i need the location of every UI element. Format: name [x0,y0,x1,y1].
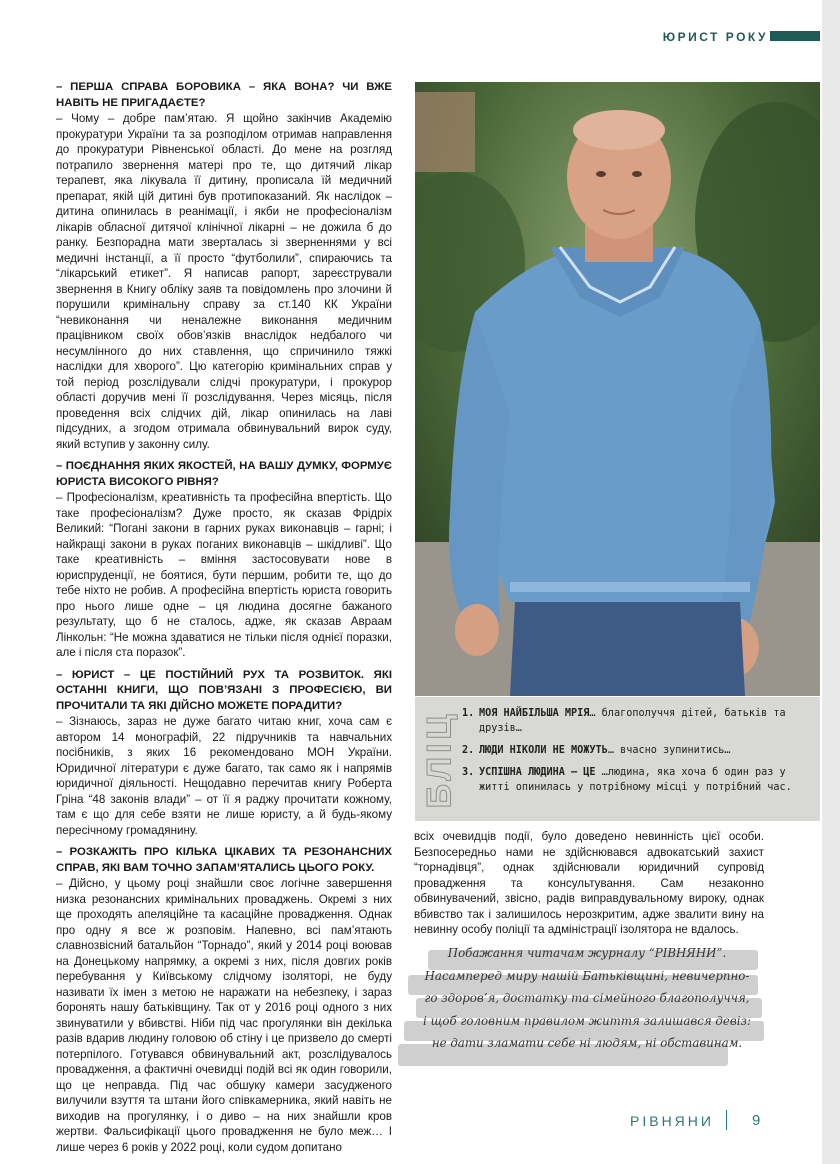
article-left-column [56,80,392,1155]
wish-line: і щоб головним правилом життя залишався девіз: [423,1013,751,1028]
wish-line: Побажання читачам журналу “РІВНЯНИ”. [447,946,727,960]
portrait-illustration [415,82,820,696]
wish-line: Насамперед миру нашій Батьківщині, невичерпно- [424,968,750,983]
blitz-item [462,765,812,795]
blitz-item [462,743,812,758]
blitz-item-lead: УСПІШНА ЛЮДИНА – ЦЕ [479,767,596,778]
page-number: 9 [752,1112,761,1129]
magazine-name: РІВНЯНИ [630,1113,714,1129]
blitz-item-text [479,743,730,758]
interview-question: – РОЗКАЖІТЬ ПРО КІЛЬКА ЦІКАВИХ ТА РЕЗОНАНСНИХ СПРАВ, ЯКІ ВАМ ТОЧНО ЗАПАМ’ЯТАЛИСЬ ЦЬОГО РОКУ. [56,846,392,874]
interview-question: – ПОЄДНАННЯ ЯКИХ ЯКОСТЕЙ, НА ВАШУ ДУМКУ, ФОРМУЄ ЮРИСТА ВИСОКОГО РІВНЯ? [56,460,392,488]
wish-line: не дати зламати себе ні людям, ні обставинам. [431,1036,743,1050]
blitz-box [415,697,820,821]
blitz-item-rest: …людина, яка хоча б один раз у житті опинилась у потрібному місці у потрібний час. [479,767,792,793]
blitz-list [462,706,812,802]
blitz-item-text [479,765,812,795]
blitz-heading: БЛІЦ [420,710,459,808]
article-right-column [414,829,764,938]
interview-answer: – Чому – добре пам’ятаю. Я щойно закінчив Академію прокуратури України та за розподілом отримав направлення до прокуратури Рівненської області. До мене на розгляд потрапило звернення матері про те, що дитячий лікар терапевт, яка лікувала її дитину, прописала їй медичний препарат, якій цій дитині був протипоказаний. Як наслідок – дитина опинилась в реанімації, і якби не професіоналізм лікарів обласної дитячої клінічної лікарні – не дожила б до ранку. Безпорадна мати зверталась зі зверненнями у всі медичні інстанції, а її просто “футболили”, спираючись та “лікарський етикет”. Я написав рапорт, зареєстрували звернення в Книгу обліку заяв та повідомлень про злочини й порушили кримінальну справу за ст.140 КК України “невиконання чи неналежне виконання медичним працівником своїх обов’язків внаслідок недбалого чи несумлінного до них ставлення, що спричинило тяжкі наслідки для хворого”. Цю категорію кримінальних справ у той період розслідували слідчі прокуратури, і прокурор області доручив мені її розслідування. Через місяць, після проведення всіх слідчих дій, лікар опинилась на лаві підсудних, а згодом отримала обвинувальний вирок суду, який вступив у законну силу. [56,112,392,451]
portrait-photo [415,82,820,696]
wish-line: го здоров’я, достатку та сімейного благополуччя, [424,991,750,1005]
interview-answer: – Зізнаюсь, зараз не дуже багато читаю книг, хоча сам є автором 14 монографій, 22 підручників та навчальних посібників, з яких 16 рекомендовано МОН України. Юридичної літератури є дуже багато, так само як і напрямів юридичної діяльності. Нещодавно перечитав книгу Роберта Гріна “48 законів влади” – от її я раджу прочитати кожному, там є що для себе взяти не лише юристу, а й будь-якому пересічному громадянину. [56,715,392,837]
blitz-item-rest: … вчасно зупинитись… [607,745,731,756]
interview-question: – ПЕРША СПРАВА БОРОВИКА – ЯКА ВОНА? ЧИ ВЖЕ НАВІТЬ НЕ ПРИГАДАЄТЕ? [56,81,392,109]
interview-question: – ЮРИСТ – ЦЕ ПОСТІЙНИЙ РУХ ТА РОЗВИТОК. ЯКІ ОСТАННІ КНИГИ, ЩО ПОВ’ЯЗАНІ З ПРОФЕСІЄЮ, ВИ ПРОЧИТАЛИ ТА ЯКІ ДІЙСНО МОЖЕТЕ ПОРАДИТИ? [56,668,392,712]
blitz-item-number: 3. [462,767,475,778]
section-bar [770,31,820,41]
blitz-item-number: 1. [462,708,475,719]
reader-wish-block [398,930,770,1080]
blitz-item-lead: МОЯ НАЙБІЛЬША МРІЯ [479,708,590,719]
section-label: ЮРИСТ РОКУ [662,30,768,44]
page-edge [822,0,840,1164]
interview-answer: – Професіоналізм, креативність та професійна впертість. Що таке професіоналізм? Дуже просто, як сказав Фрідріх Великий: “Погані закони в гарних руках виконавців – гарні; і найкращі закони в руках поганих виконавців – шкідливі”. Що таке креативність – вміння застосовувати нове в юриспруденції, не боятися, бути першим, робити те, що до тебе ніхто не робив. А професійна впертість юриста говорить про нього лише одне – ця людина досягне бажаного результату, що б не сталось, адже, як сказав Авраам Лінкольн: “Не можна здаватися не тільки після однієї поразки, але і після ста поразок”. [56,491,392,659]
interview-answer: – Дійсно, у цьому році знайшли своє логічне завершення низка резонансних кримінальних проваджень. Окремі з них ще проходять апеляційне та касаційне провадження. Однак про одну я все ж розповім. Напевно, всі пам’ятають славнозвісний батальйон “Торнадо”, який у 2014 році воював на Донецькому напрямку, а окремі з них, після довгих років перебування у Київському слідчому ізоляторі, не буду називати їх імен з метою не наражати на небезпеку, і зараз боронять нашу батьківщину. Так от у 2016 році одного з них звинуватили у вбивстві. Ніби під час прогулянки він декілька разів вдарив людину головою об стіну і це призвело до смерті потерпілого. Готувався обвинувальний акт, розслідувалось провадження, а фактичні очевидці подій всі як один говорили, що це неправда. Під час обшуку камери засудженого вилучили взуття та штани його співкамерника, який навіть не виходив на прогулянку, і о диво – на них знайшли кров жертви. Фальсифікації цього провадження не було меж… І лише через 6 років у 2022 році, коли судом допитано [56,877,392,1154]
blitz-item-rest: … благополуччя дітей, батьків та друзів… [479,708,786,734]
blitz-item-text [479,706,812,736]
blitz-item-lead: ЛЮДИ НІКОЛИ НЕ МОЖУТЬ [479,745,608,756]
blitz-item-number: 2. [462,745,475,756]
reader-wish-text [422,942,752,1055]
article-paragraph: всіх очевидців події, було доведено невинність цієї особи. Безпосередньо нами не здійснювався адвокатський захист “торнадівця”, однак здійснювали юридичний супровід провадження та консультування. Сам незаконно обвинувачений, звісно, радів виправдувальному вироку, однак вбивство так і залишилось нерозкритим, адже звалити вину на невинну особу поліції та адміністрації ізолятора не вдалось. [414,830,764,936]
footer-divider [726,1110,727,1130]
blitz-item [462,706,812,736]
